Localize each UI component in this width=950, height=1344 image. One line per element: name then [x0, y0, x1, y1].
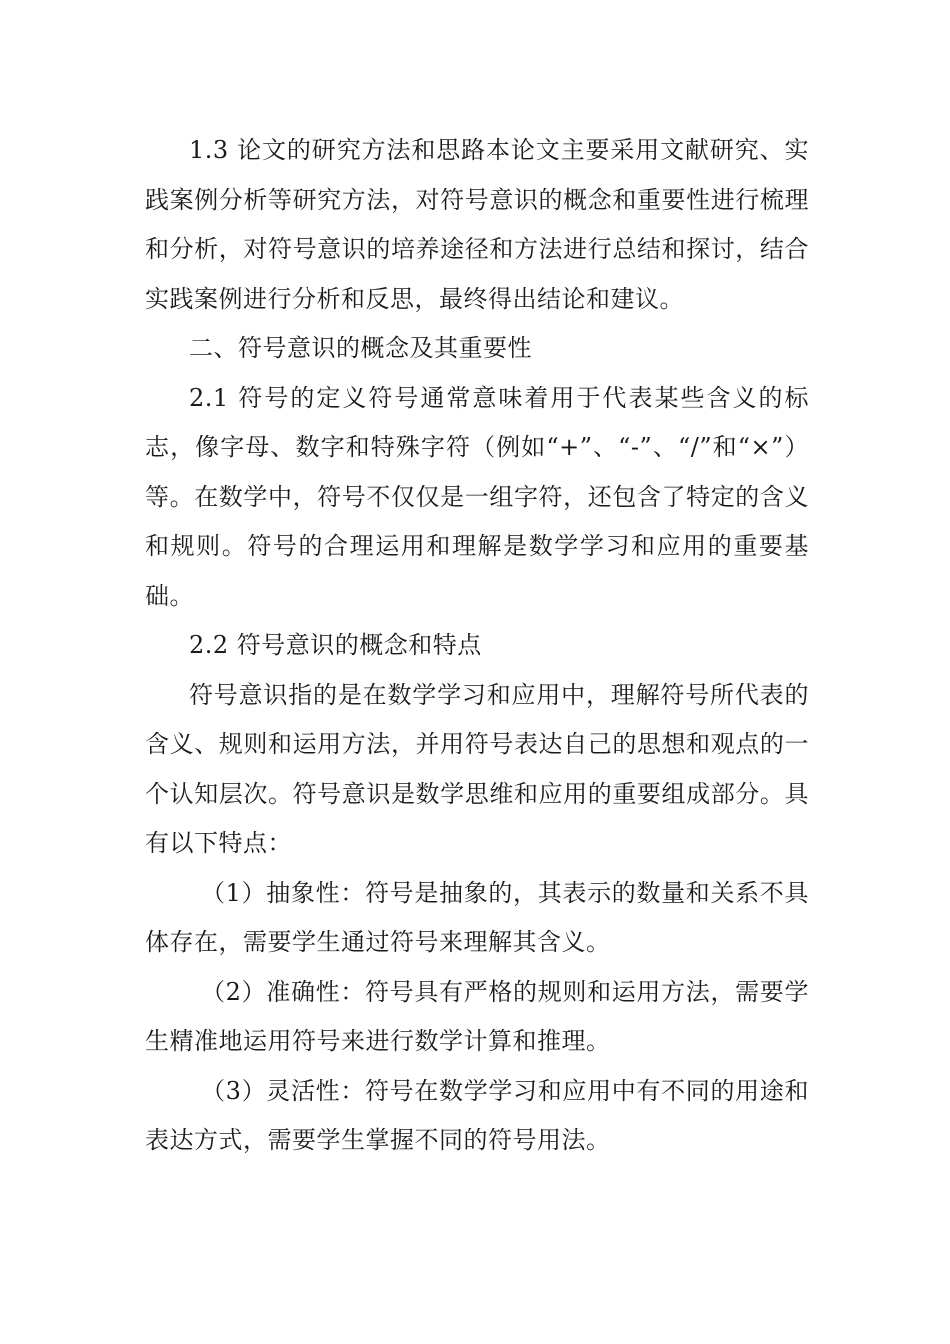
list-item-flexibility: （3）灵活性：符号在数学学习和应用中有不同的用途和表达方式，需要学生掌握不同的符号用法。	[145, 1076, 809, 1154]
paragraph-research-methods: 1.3 论文的研究方法和思路本论文主要采用文献研究、实践案例分析等研究方法，对符号意识的概念和重要性进行梳理和分析，对符号意识的培养途径和方法进行总结和探讨，结合实践案例进行分析和反思，最终得出结论和建议。	[145, 136, 809, 313]
document-body	[145, 126, 809, 1166]
subsection-heading-concept-features: 2.2 符号意识的概念和特点	[189, 631, 482, 659]
paragraph-symbol-definition: 2.1 符号的定义符号通常意味着用于代表某些含义的标志，像字母、数字和特殊字符（例如“+”、“-”、“/”和“×”）等。在数学中，符号不仅仅是一组字符，还包含了特定的含义和规则。符号的合理运用和理解是数学学习和应用的重要基础。	[145, 383, 809, 610]
section-heading-symbol-awareness: 二、符号意识的概念及其重要性	[189, 334, 532, 362]
paragraph-symbol-awareness-concept: 符号意识指的是在数学学习和应用中，理解符号所代表的含义、规则和运用方法，并用符号表达自己的思想和观点的一个认知层次。符号意识是数学思维和应用的重要组成部分。具有以下特点：	[145, 680, 809, 857]
list-item-accuracy: （2）准确性：符号具有严格的规则和运用方法，需要学生精准地运用符号来进行数学计算和推理。	[145, 977, 809, 1055]
list-item-abstractness: （1）抽象性：符号是抽象的，其表示的数量和关系不具体存在，需要学生通过符号来理解其含义。	[145, 878, 809, 956]
